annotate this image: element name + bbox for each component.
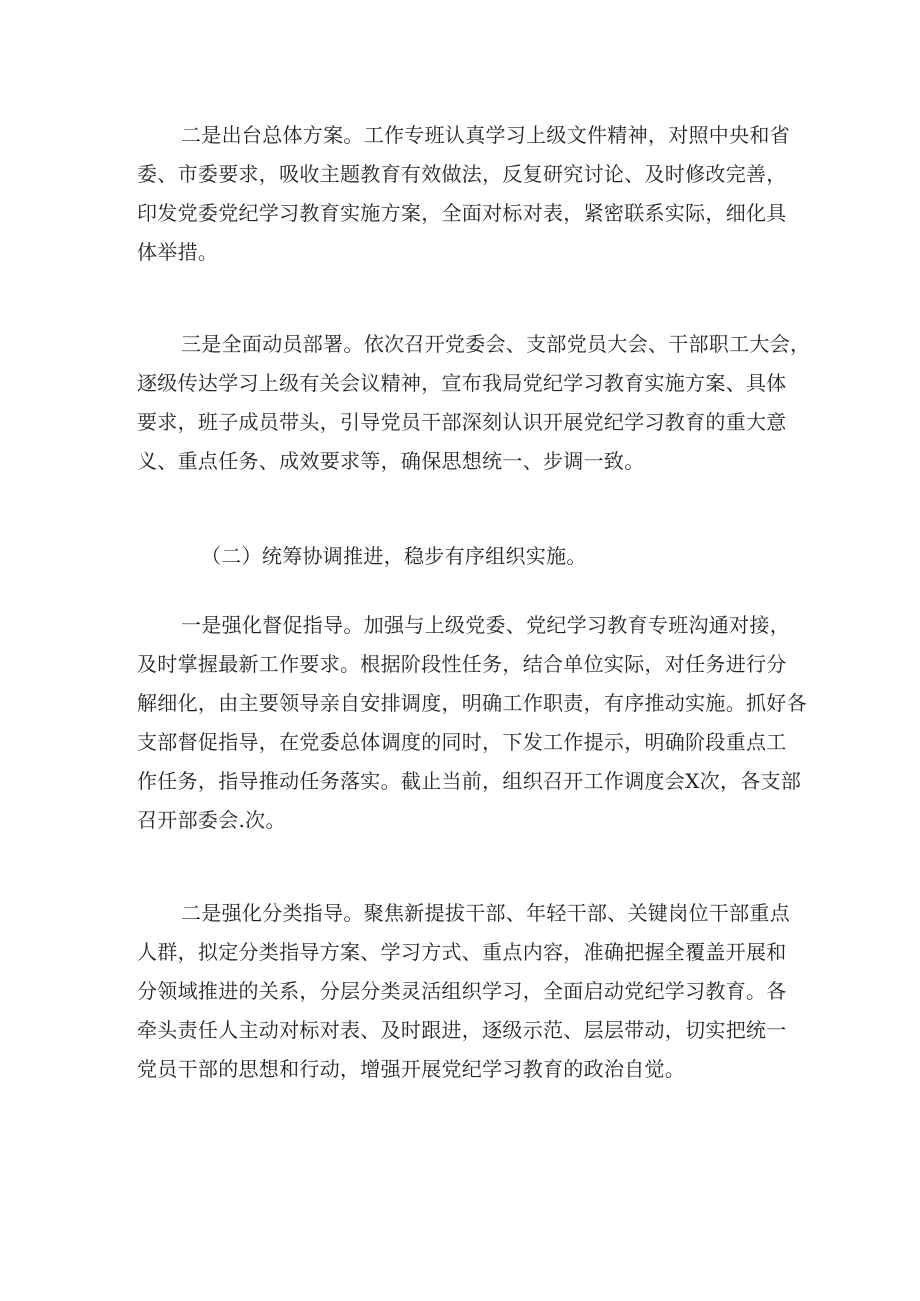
paragraph-mobilization: [137, 325, 811, 481]
text-line: 支部督促指导，在党委总体调度的同时，下发工作提示，明确阶段重点工: [137, 730, 787, 754]
paragraph-supervision: [137, 606, 807, 840]
paragraph-overall-plan: [137, 116, 797, 272]
text-line: 三是全面动员部署。依次召开党委会、支部党员大会、干部职工大会，: [181, 332, 811, 356]
text-line: 牵头责任人主动对标对表、及时跟进，逐级示范、层层带动，切实把统一: [137, 1018, 787, 1042]
text-line: 义、重点任务、成效要求等，确保思想统一、步调一致。: [137, 449, 645, 473]
text-line: 印发党委党纪学习教育实施方案，全面对标对表，紧密联系实际，细化具: [137, 201, 787, 225]
text-line: 二是出台总体方案。工作专班认真学习上级文件精神，对照中央和省: [181, 123, 790, 147]
paragraph-classified-guidance: [137, 894, 797, 1089]
text-line: 一是强化督促指导。加强与上级党委、党纪学习教育专班沟通对接，: [181, 613, 790, 637]
text-line: 召开部委会.次。: [137, 808, 286, 832]
text-line: 二是强化分类指导。聚焦新提拔干部、年轻干部、关键岗位干部重点: [181, 901, 790, 925]
text-line: 体举措。: [137, 240, 219, 264]
text-line: 逐级传达学习上级有关会议精神，宣布我局党纪学习教育实施方案、具体: [137, 371, 787, 395]
text-line: 党员干部的思想和行动，增强开展党纪学习教育的政治自觉。: [137, 1057, 686, 1081]
section-heading: [137, 537, 797, 576]
text-line: 分领域推进的关系，分层分类灵活组织学习，全面启动党纪学习教育。各: [137, 979, 787, 1003]
text-line: 人群，拟定分类指导方案、学习方式、重点内容，准确把握全覆盖开展和: [137, 940, 787, 964]
text-line: 解细化，由主要领导亲自安排调度，明确工作职责，有序推动实施。抓好各: [137, 691, 807, 715]
text-line: 要求，班子成员带头，引导党员干部深刻认识开展党纪学习教育的重大意: [137, 410, 787, 434]
text-line: 作任务，指导推动任务落实。截止当前，组织召开工作调度会X次，各支部: [137, 769, 802, 793]
text-line: 委、市委要求，吸收主题教育有效做法，反复研究讨论、及时修改完善，: [137, 162, 787, 186]
text-line: 及时掌握最新工作要求。根据阶段性任务，结合单位实际，对任务进行分: [137, 652, 787, 676]
section-heading-text: （二）统筹协调推进，稳步有序组织实施。: [201, 544, 587, 568]
